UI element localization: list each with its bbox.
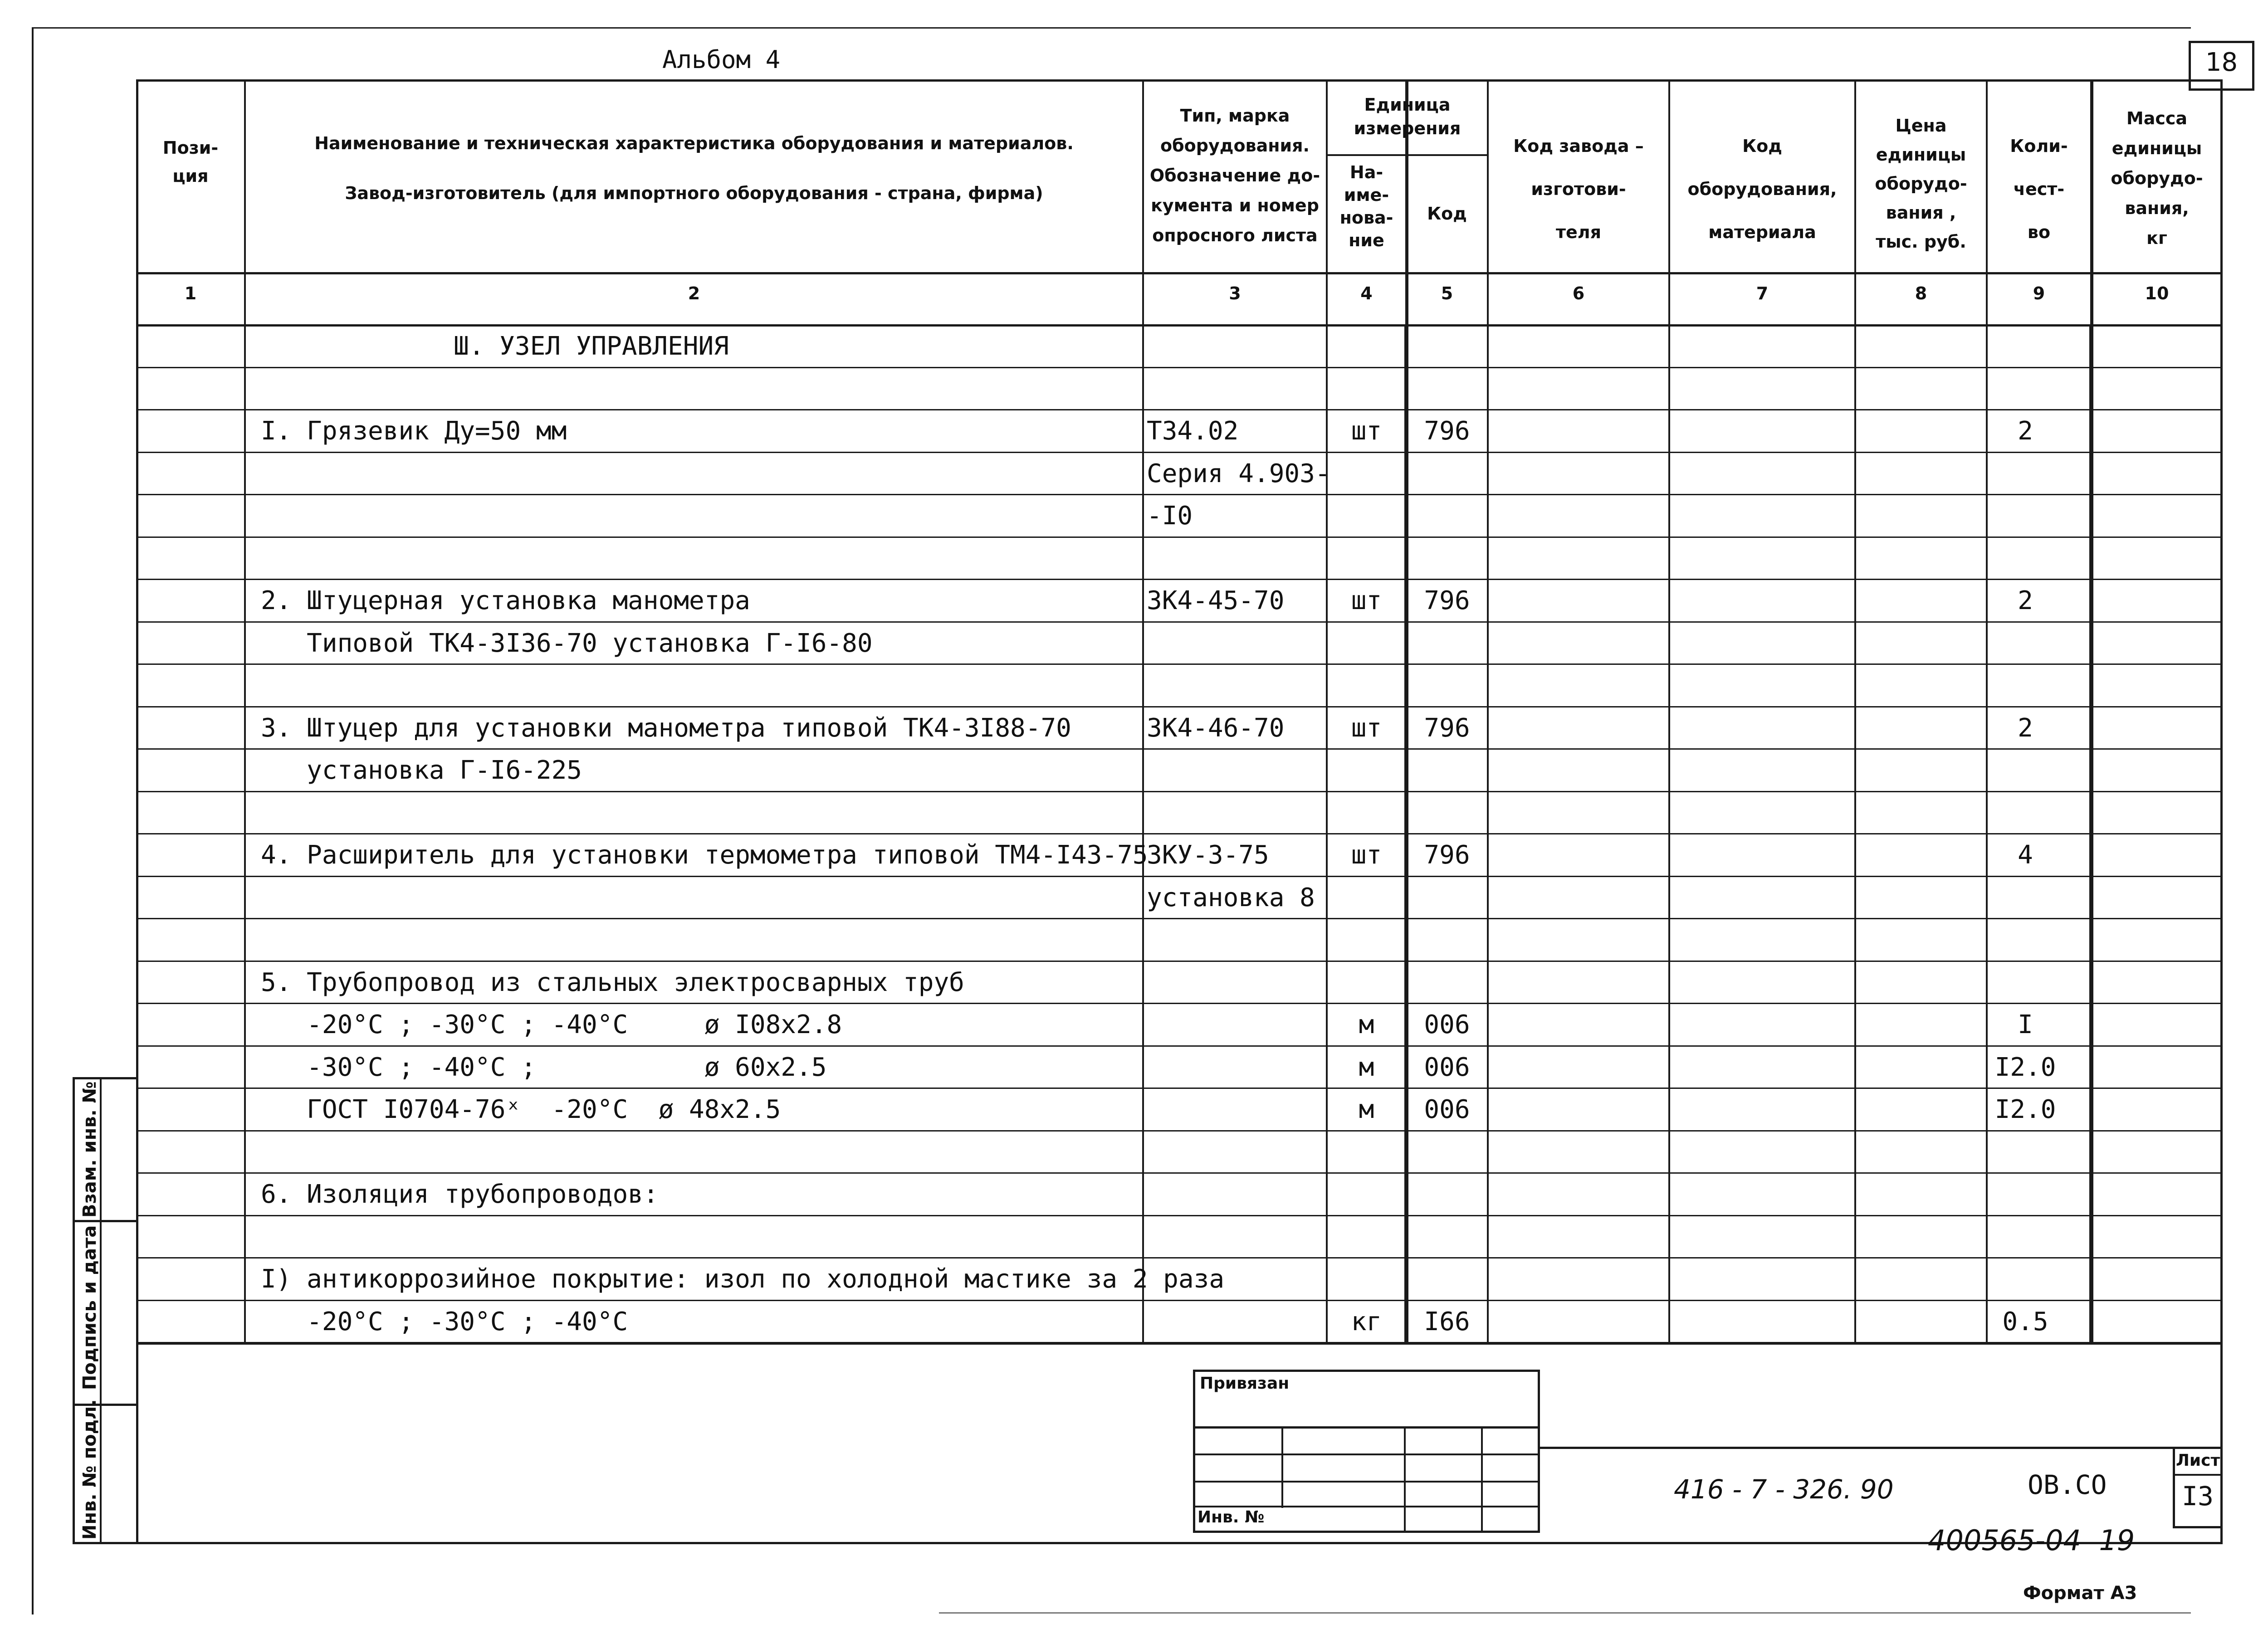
inv-grid-v1 xyxy=(1281,1426,1283,1508)
row-name: 3. Штуцер для установки манометра типовой ТК4-3I88-70 xyxy=(261,713,1071,743)
row-qty: I xyxy=(2018,1010,2033,1039)
inv-grid-h2 xyxy=(1193,1481,1540,1483)
row-type: установка 8 xyxy=(1147,883,1315,912)
row-type: Серия 4.903- xyxy=(1147,458,1330,488)
row-code: 006 xyxy=(1424,1010,1470,1039)
row-name: установка Г-I6-225 xyxy=(261,756,582,785)
row-type: -I0 xyxy=(1147,501,1193,531)
row-name: Ш. УЗЕЛ УПРАВЛЕНИЯ xyxy=(454,332,729,361)
numbers-bottom-line xyxy=(136,324,2223,327)
row-qty: 2 xyxy=(2018,713,2033,743)
side-stamp-inv: Инв. № подл. xyxy=(79,1399,100,1540)
row-qty: 0.5 xyxy=(2002,1307,2048,1336)
row-name: -20°С ; -30°С ; -40°С ø I08x2.8 xyxy=(261,1010,842,1039)
row-name: -30°С ; -40°С ; ø 60x2.5 xyxy=(261,1052,827,1082)
bottom-dashed-line xyxy=(939,1612,2191,1614)
header-price: Цена единицы оборудо- вания , тыс. руб. xyxy=(1875,116,1967,252)
album-title: Альбом 4 xyxy=(662,45,781,74)
row-qty: 2 xyxy=(2018,586,2033,615)
column-number: 6 xyxy=(1572,283,1585,303)
column-line xyxy=(1668,79,1670,1342)
row-unit: шт xyxy=(1351,416,1382,446)
header-unit-name: На- име- нова- ние xyxy=(1339,162,1393,250)
column-number: 5 xyxy=(1441,283,1453,303)
header-position: Пози- ция xyxy=(162,138,219,186)
row-unit: шт xyxy=(1351,840,1382,870)
row-unit: шт xyxy=(1351,713,1382,743)
handwritten-code: 400565-04 19 xyxy=(1928,1524,2135,1557)
row-name: 6. Изоляция трубопроводов: xyxy=(261,1180,659,1209)
list-number: I3 xyxy=(2182,1481,2214,1512)
inv-grid-v3 xyxy=(1481,1426,1483,1533)
row-unit: м xyxy=(1359,1010,1374,1039)
column-number: 4 xyxy=(1360,283,1373,303)
header-name-line2: Завод-изготовитель (для импортного оборудования - страна, фирма) xyxy=(345,183,1043,203)
row-name: I. Грязевик Ду=50 мм xyxy=(261,416,567,446)
row-name: 2. Штуцерная установка манометра xyxy=(261,586,750,615)
top-edge-line xyxy=(32,27,2191,29)
inv-grid-h3 xyxy=(1193,1506,1540,1507)
row-unit: м xyxy=(1359,1095,1374,1124)
column-number: 7 xyxy=(1756,283,1769,303)
row-name: -20°С ; -30°С ; -40°С xyxy=(261,1307,628,1336)
row-code: 796 xyxy=(1424,713,1470,743)
row-name: 4. Расширитель для установки термометра типовой ТМ4-I43-75 xyxy=(261,840,1148,870)
row-qty: 4 xyxy=(2018,840,2033,870)
row-type: Т34.02 xyxy=(1147,416,1239,446)
column-line xyxy=(244,79,246,1342)
format-label: Формат А3 xyxy=(2023,1583,2137,1604)
row-unit: шт xyxy=(1351,586,1382,615)
column-number: 1 xyxy=(184,283,197,303)
header-quantity: Коли- чест- во xyxy=(2010,136,2068,242)
header-mass: Масса единицы оборудо- вания, кг xyxy=(2111,108,2203,248)
header-equipment-code: Код оборудования, материала xyxy=(1687,136,1837,242)
row-code: 796 xyxy=(1424,840,1470,870)
inv-no-label: Инв. № xyxy=(1198,1508,1265,1527)
row-qty: 2 xyxy=(2018,416,2033,446)
column-number: 8 xyxy=(1915,283,1927,303)
row-code: 796 xyxy=(1424,586,1470,615)
binding-margin-line xyxy=(32,27,34,1614)
unit-header-split xyxy=(1327,154,1488,156)
doc-mark: ОВ.СО xyxy=(2028,1469,2107,1500)
row-name: 5. Трубопровод из стальных электросварных труб xyxy=(261,967,964,997)
header-type: Тип, марка оборудования. Обозначение до- кумента и номер опросного листа xyxy=(1149,106,1320,245)
row-code: 796 xyxy=(1424,416,1470,446)
row-type: ЗК4-45-70 xyxy=(1147,586,1285,615)
row-type: ЗКУ-3-75 xyxy=(1147,840,1269,870)
header-unit-group: Единица измерения xyxy=(1354,95,1461,138)
column-number: 3 xyxy=(1229,283,1241,303)
column-line xyxy=(1142,79,1144,1342)
thick-box-right xyxy=(2089,324,2093,1342)
side-stamp-podpis: Подпись и дата xyxy=(79,1225,100,1390)
side-stamp-divider-1 xyxy=(73,1220,138,1222)
list-label: Лист xyxy=(2176,1451,2220,1470)
header-bottom-line xyxy=(136,272,2223,274)
column-number: 2 xyxy=(688,283,700,303)
row-line xyxy=(136,367,2223,368)
row-code: 006 xyxy=(1424,1052,1470,1082)
row-name: I) антикоррозийное покрытие: изол по холодной мастике за 2 раза xyxy=(261,1264,1225,1294)
title-block-top-line xyxy=(1538,1447,2223,1449)
inv-grid-v2 xyxy=(1404,1426,1406,1533)
inv-grid-h1 xyxy=(1193,1454,1540,1455)
list-box-divider xyxy=(2173,1474,2223,1476)
row-unit: м xyxy=(1359,1052,1374,1082)
row-name: ГОСТ I0704-76ˣ -20°С ø 48x2.5 xyxy=(261,1095,781,1124)
row-qty: I2.0 xyxy=(1994,1052,2056,1082)
header-unit-code: Код xyxy=(1427,204,1467,224)
row-unit: кг xyxy=(1351,1307,1382,1336)
doc-code: 416 - 7 - 326. 90 xyxy=(1674,1474,1894,1505)
row-name: Типовой ТК4-3I36-70 установка Г-I6-80 xyxy=(261,628,873,658)
row-code: 006 xyxy=(1424,1095,1470,1124)
row-qty: I2.0 xyxy=(1994,1095,2056,1124)
thick-box-left xyxy=(1404,324,1408,1342)
row-code: I66 xyxy=(1424,1307,1470,1336)
column-number: 10 xyxy=(2145,283,2169,303)
privyazan-label: Привязан xyxy=(1200,1374,1290,1393)
header-name-line1: Наименование и техническая характеристика оборудования и материалов. xyxy=(314,133,1074,153)
corner-sheet-number: 18 xyxy=(2205,48,2238,77)
row-type: ЗК4-46-70 xyxy=(1147,713,1285,743)
header-factory-code: Код завода – изготови- теля xyxy=(1513,136,1644,242)
side-stamp-vzam: Взам. инв. № xyxy=(79,1081,100,1218)
column-number: 9 xyxy=(2033,283,2045,303)
column-line xyxy=(1854,79,1856,1342)
